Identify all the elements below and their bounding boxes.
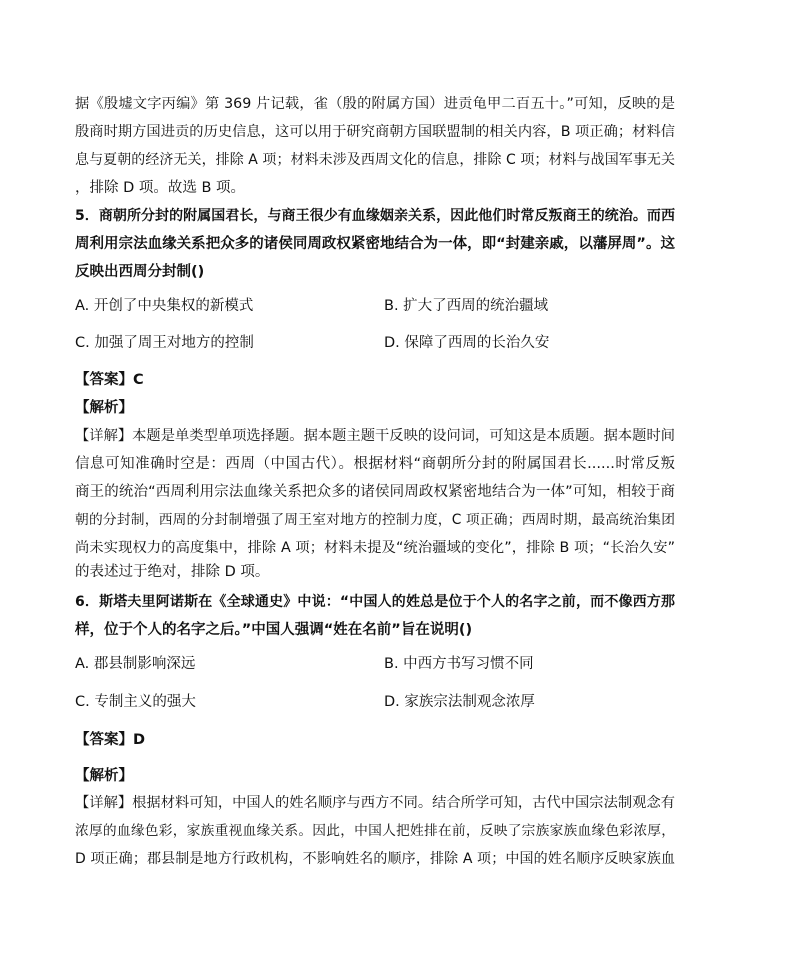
q4-analysis-line-1: 据《殷墟文字丙编》第 369 片记载，雀（殷的附属方国）进贡龟甲二百五十。”可知，反映的是 [75,96,675,112]
q6-detail-line-3: D 项正确；郡县制是地方行政机构，不影响姓名的顺序，排除 A 项；中国的姓名顺序反映家族血 [75,851,675,867]
q6-stem-line-2: 样，位于个人的名字之后。”中国人强调“姓在名前”旨在说明() [75,622,473,638]
q6-option-d: D. 家族宗法制观念浓厚 [384,694,535,710]
q6-detail-line-2: 浓厚的血缘色彩，家族重视血缘关系。因此，中国人把姓排在前，反映了宗族家族血缘色彩浓厚， [75,823,675,839]
q6-option-a: A. 郡县制影响深远 [75,656,196,672]
q5-detail-line-2: 信息可知准确时空是：西周（中国古代）。根据材料“商朝所分封的附属国君长......时常反叛 [75,456,675,472]
q5-stem-line-1: 5．商朝所分封的附属国君长，与商王很少有血缘姻亲关系，因此他们时常反叛商王的统治。而西 [75,208,675,224]
q6-option-b: B. 中西方书写习惯不同 [384,656,534,672]
q6-detail-line-1: 【详解】根据材料可知，中国人的姓名顺序与西方不同。结合所学可知，古代中国宗法制观念有 [75,795,675,811]
q6-stem-line-1: 6．斯塔夫里阿诺斯在《全球通史》中说：“中国人的姓总是位于个人的名字之前，而不像西方那 [75,594,675,610]
q5-option-b: B. 扩大了西周的统治疆域 [384,298,549,314]
q4-analysis-line-2: 殷商时期方国进贡的历史信息，这可以用于研究商朝方国联盟制的相关内容，B 项正确；材料信 [75,124,675,140]
q5-analysis-label: 【解析】 [75,400,133,416]
q5-stem-line-3: 反映出西周分封制() [75,264,205,280]
q5-detail-line-6: 的表述过于绝对，排除 D 项。 [75,564,270,580]
q4-analysis-line-4: ，排除 D 项。故选 B 项。 [75,180,246,196]
q5-detail-line-1: 【详解】本题是单类型单项选择题。据本题主题干反映的设问词，可知这是本质题。据本题时间 [75,428,675,444]
q6-answer: 【答案】D [75,732,146,748]
q6-option-c: C. 专制主义的强大 [75,694,196,710]
q6-analysis-label: 【解析】 [75,768,133,784]
q5-stem-line-2: 周利用宗法血缘关系把众多的诸侯同周政权紧密地结合为一体，即“封建亲戚，以藩屏周”。这 [75,236,675,252]
q5-detail-line-5: 尚未实现权力的高度集中，排除 A 项；材料未提及“统治疆域的变化”，排除 B 项；“长治久安” [75,540,675,556]
q5-detail-line-4: 朝的分封制，西周的分封制增强了周王室对地方的控制力度，C 项正确；西周时期，最高统治集团 [75,512,675,528]
q5-answer: 【答案】C [75,372,144,388]
q5-option-c: C. 加强了周王对地方的控制 [75,335,254,351]
q4-analysis-line-3: 息与夏朝的经济无关，排除 A 项；材料未涉及西周文化的信息，排除 C 项；材料与战国军事无关 [75,152,675,168]
q5-option-a: A. 开创了中央集权的新模式 [75,298,254,314]
q5-detail-line-3: 商王的统治“西周利用宗法血缘关系把众多的诸侯同周政权紧密地结合为一体”可知，相较于商 [75,484,675,500]
q5-option-d: D. 保障了西周的长治久安 [384,335,550,351]
